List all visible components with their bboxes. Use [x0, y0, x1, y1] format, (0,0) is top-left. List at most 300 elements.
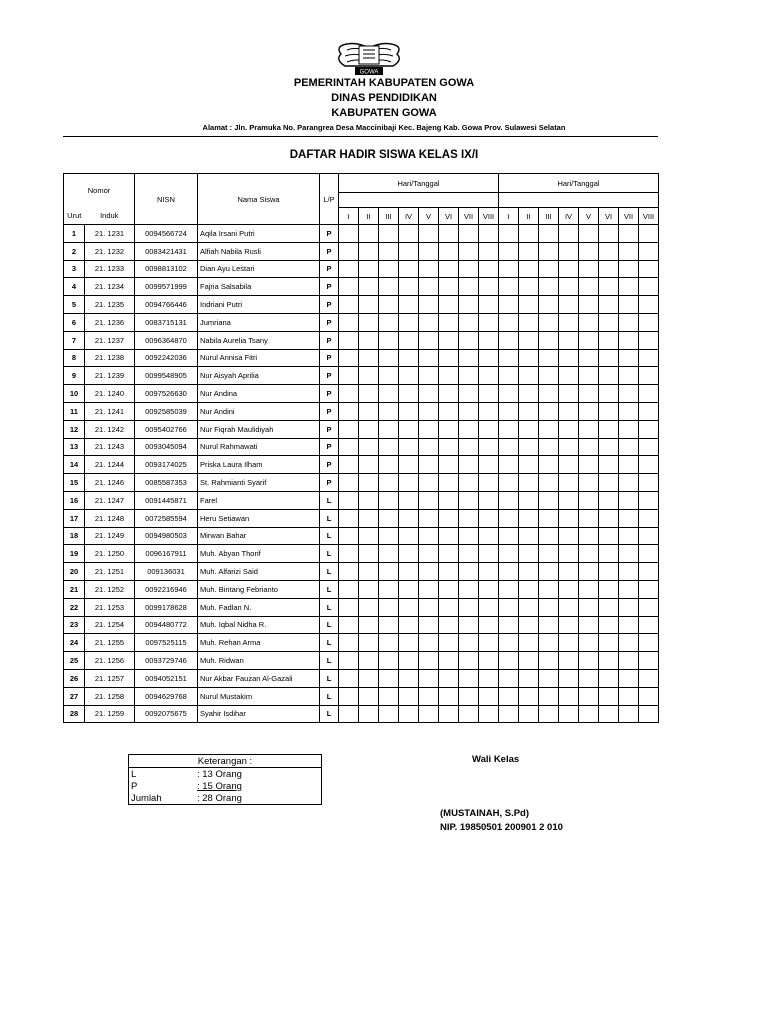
- attendance-cell[interactable]: [559, 669, 579, 687]
- attendance-cell[interactable]: [599, 242, 619, 260]
- attendance-cell[interactable]: [539, 652, 559, 670]
- attendance-cell[interactable]: [539, 438, 559, 456]
- attendance-cell[interactable]: [579, 278, 599, 296]
- attendance-cell[interactable]: [599, 331, 619, 349]
- attendance-cell[interactable]: [399, 563, 419, 581]
- attendance-cell[interactable]: [399, 616, 419, 634]
- attendance-cell[interactable]: [519, 580, 539, 598]
- attendance-cell[interactable]: [339, 563, 359, 581]
- attendance-cell[interactable]: [419, 598, 439, 616]
- attendance-cell[interactable]: [539, 580, 559, 598]
- attendance-cell[interactable]: [379, 296, 399, 314]
- attendance-cell[interactable]: [559, 420, 579, 438]
- attendance-cell[interactable]: [599, 705, 619, 723]
- attendance-cell[interactable]: [339, 509, 359, 527]
- attendance-cell[interactable]: [399, 509, 419, 527]
- attendance-cell[interactable]: [579, 705, 599, 723]
- attendance-cell[interactable]: [619, 491, 639, 509]
- attendance-cell[interactable]: [359, 705, 379, 723]
- attendance-cell[interactable]: [639, 474, 659, 492]
- attendance-cell[interactable]: [399, 652, 419, 670]
- attendance-cell[interactable]: [639, 545, 659, 563]
- attendance-cell[interactable]: [419, 563, 439, 581]
- attendance-cell[interactable]: [459, 438, 479, 456]
- attendance-cell[interactable]: [519, 705, 539, 723]
- attendance-cell[interactable]: [399, 260, 419, 278]
- attendance-cell[interactable]: [399, 420, 419, 438]
- attendance-cell[interactable]: [579, 331, 599, 349]
- attendance-cell[interactable]: [519, 313, 539, 331]
- attendance-cell[interactable]: [419, 349, 439, 367]
- attendance-cell[interactable]: [439, 456, 459, 474]
- attendance-cell[interactable]: [419, 616, 439, 634]
- attendance-cell[interactable]: [579, 260, 599, 278]
- attendance-cell[interactable]: [559, 527, 579, 545]
- attendance-cell[interactable]: [639, 616, 659, 634]
- attendance-cell[interactable]: [619, 385, 639, 403]
- attendance-cell[interactable]: [479, 349, 499, 367]
- attendance-cell[interactable]: [479, 527, 499, 545]
- attendance-cell[interactable]: [559, 616, 579, 634]
- attendance-cell[interactable]: [359, 687, 379, 705]
- attendance-cell[interactable]: [559, 474, 579, 492]
- attendance-cell[interactable]: [439, 313, 459, 331]
- attendance-cell[interactable]: [559, 260, 579, 278]
- attendance-cell[interactable]: [599, 634, 619, 652]
- attendance-cell[interactable]: [359, 296, 379, 314]
- attendance-cell[interactable]: [579, 563, 599, 581]
- attendance-cell[interactable]: [339, 402, 359, 420]
- attendance-cell[interactable]: [559, 456, 579, 474]
- attendance-cell[interactable]: [439, 491, 459, 509]
- attendance-cell[interactable]: [379, 349, 399, 367]
- attendance-cell[interactable]: [359, 367, 379, 385]
- attendance-cell[interactable]: [439, 438, 459, 456]
- attendance-cell[interactable]: [579, 242, 599, 260]
- attendance-cell[interactable]: [399, 438, 419, 456]
- attendance-cell[interactable]: [539, 669, 559, 687]
- attendance-cell[interactable]: [459, 367, 479, 385]
- attendance-cell[interactable]: [399, 313, 419, 331]
- attendance-cell[interactable]: [379, 509, 399, 527]
- attendance-cell[interactable]: [419, 652, 439, 670]
- attendance-cell[interactable]: [539, 349, 559, 367]
- attendance-cell[interactable]: [359, 527, 379, 545]
- attendance-cell[interactable]: [399, 687, 419, 705]
- attendance-cell[interactable]: [519, 260, 539, 278]
- attendance-cell[interactable]: [399, 331, 419, 349]
- attendance-cell[interactable]: [519, 616, 539, 634]
- attendance-cell[interactable]: [359, 634, 379, 652]
- attendance-cell[interactable]: [639, 580, 659, 598]
- attendance-cell[interactable]: [479, 598, 499, 616]
- attendance-cell[interactable]: [519, 438, 539, 456]
- attendance-cell[interactable]: [419, 509, 439, 527]
- attendance-cell[interactable]: [419, 331, 439, 349]
- attendance-cell[interactable]: [619, 687, 639, 705]
- attendance-cell[interactable]: [539, 491, 559, 509]
- attendance-cell[interactable]: [619, 225, 639, 243]
- attendance-cell[interactable]: [619, 296, 639, 314]
- attendance-cell[interactable]: [559, 367, 579, 385]
- attendance-cell[interactable]: [459, 634, 479, 652]
- attendance-cell[interactable]: [399, 225, 419, 243]
- attendance-cell[interactable]: [619, 474, 639, 492]
- attendance-cell[interactable]: [579, 687, 599, 705]
- attendance-cell[interactable]: [499, 598, 519, 616]
- attendance-cell[interactable]: [419, 687, 439, 705]
- attendance-cell[interactable]: [359, 278, 379, 296]
- attendance-cell[interactable]: [579, 616, 599, 634]
- attendance-cell[interactable]: [519, 563, 539, 581]
- attendance-cell[interactable]: [439, 474, 459, 492]
- attendance-cell[interactable]: [399, 669, 419, 687]
- attendance-cell[interactable]: [379, 634, 399, 652]
- attendance-cell[interactable]: [579, 652, 599, 670]
- attendance-cell[interactable]: [499, 420, 519, 438]
- attendance-cell[interactable]: [439, 669, 459, 687]
- attendance-cell[interactable]: [559, 278, 579, 296]
- attendance-cell[interactable]: [399, 402, 419, 420]
- attendance-cell[interactable]: [359, 669, 379, 687]
- attendance-cell[interactable]: [339, 242, 359, 260]
- attendance-cell[interactable]: [339, 669, 359, 687]
- attendance-cell[interactable]: [479, 331, 499, 349]
- attendance-cell[interactable]: [439, 242, 459, 260]
- attendance-cell[interactable]: [499, 705, 519, 723]
- attendance-cell[interactable]: [639, 296, 659, 314]
- attendance-cell[interactable]: [399, 456, 419, 474]
- attendance-cell[interactable]: [519, 242, 539, 260]
- attendance-cell[interactable]: [379, 385, 399, 403]
- attendance-cell[interactable]: [499, 313, 519, 331]
- attendance-cell[interactable]: [519, 385, 539, 403]
- attendance-cell[interactable]: [339, 438, 359, 456]
- attendance-cell[interactable]: [559, 331, 579, 349]
- attendance-cell[interactable]: [499, 242, 519, 260]
- attendance-cell[interactable]: [379, 402, 399, 420]
- attendance-cell[interactable]: [339, 705, 359, 723]
- attendance-cell[interactable]: [459, 278, 479, 296]
- attendance-cell[interactable]: [539, 705, 559, 723]
- attendance-cell[interactable]: [619, 580, 639, 598]
- attendance-cell[interactable]: [399, 296, 419, 314]
- attendance-cell[interactable]: [539, 260, 559, 278]
- attendance-cell[interactable]: [619, 420, 639, 438]
- attendance-cell[interactable]: [499, 509, 519, 527]
- attendance-cell[interactable]: [579, 598, 599, 616]
- attendance-cell[interactable]: [519, 527, 539, 545]
- attendance-cell[interactable]: [639, 313, 659, 331]
- attendance-cell[interactable]: [519, 687, 539, 705]
- attendance-cell[interactable]: [619, 349, 639, 367]
- attendance-cell[interactable]: [479, 456, 499, 474]
- attendance-cell[interactable]: [599, 474, 619, 492]
- attendance-cell[interactable]: [399, 385, 419, 403]
- attendance-cell[interactable]: [499, 349, 519, 367]
- attendance-cell[interactable]: [579, 367, 599, 385]
- attendance-cell[interactable]: [559, 509, 579, 527]
- attendance-cell[interactable]: [479, 385, 499, 403]
- attendance-cell[interactable]: [579, 527, 599, 545]
- attendance-cell[interactable]: [339, 474, 359, 492]
- attendance-cell[interactable]: [459, 402, 479, 420]
- attendance-cell[interactable]: [439, 225, 459, 243]
- attendance-cell[interactable]: [639, 491, 659, 509]
- attendance-cell[interactable]: [459, 260, 479, 278]
- attendance-cell[interactable]: [639, 634, 659, 652]
- attendance-cell[interactable]: [599, 385, 619, 403]
- attendance-cell[interactable]: [379, 616, 399, 634]
- attendance-cell[interactable]: [579, 296, 599, 314]
- attendance-cell[interactable]: [379, 225, 399, 243]
- attendance-cell[interactable]: [339, 598, 359, 616]
- attendance-cell[interactable]: [399, 705, 419, 723]
- attendance-cell[interactable]: [599, 652, 619, 670]
- attendance-cell[interactable]: [499, 225, 519, 243]
- attendance-cell[interactable]: [599, 278, 619, 296]
- attendance-cell[interactable]: [559, 438, 579, 456]
- attendance-cell[interactable]: [419, 634, 439, 652]
- attendance-cell[interactable]: [639, 278, 659, 296]
- attendance-cell[interactable]: [519, 545, 539, 563]
- attendance-cell[interactable]: [599, 491, 619, 509]
- attendance-cell[interactable]: [479, 563, 499, 581]
- attendance-cell[interactable]: [439, 687, 459, 705]
- attendance-cell[interactable]: [639, 669, 659, 687]
- attendance-cell[interactable]: [579, 420, 599, 438]
- attendance-cell[interactable]: [459, 616, 479, 634]
- attendance-cell[interactable]: [459, 563, 479, 581]
- attendance-cell[interactable]: [599, 598, 619, 616]
- attendance-cell[interactable]: [479, 296, 499, 314]
- attendance-cell[interactable]: [619, 367, 639, 385]
- attendance-cell[interactable]: [419, 260, 439, 278]
- attendance-cell[interactable]: [499, 438, 519, 456]
- attendance-cell[interactable]: [359, 652, 379, 670]
- attendance-cell[interactable]: [379, 687, 399, 705]
- attendance-cell[interactable]: [459, 652, 479, 670]
- attendance-cell[interactable]: [359, 509, 379, 527]
- attendance-cell[interactable]: [339, 616, 359, 634]
- attendance-cell[interactable]: [359, 456, 379, 474]
- attendance-cell[interactable]: [499, 545, 519, 563]
- attendance-cell[interactable]: [479, 687, 499, 705]
- attendance-cell[interactable]: [479, 634, 499, 652]
- attendance-cell[interactable]: [479, 438, 499, 456]
- attendance-cell[interactable]: [439, 598, 459, 616]
- attendance-cell[interactable]: [419, 705, 439, 723]
- attendance-cell[interactable]: [479, 313, 499, 331]
- attendance-cell[interactable]: [559, 385, 579, 403]
- attendance-cell[interactable]: [399, 242, 419, 260]
- attendance-cell[interactable]: [379, 474, 399, 492]
- attendance-cell[interactable]: [579, 474, 599, 492]
- attendance-cell[interactable]: [399, 580, 419, 598]
- attendance-cell[interactable]: [379, 669, 399, 687]
- attendance-cell[interactable]: [519, 509, 539, 527]
- attendance-cell[interactable]: [599, 527, 619, 545]
- attendance-cell[interactable]: [419, 385, 439, 403]
- attendance-cell[interactable]: [339, 225, 359, 243]
- attendance-cell[interactable]: [539, 313, 559, 331]
- attendance-cell[interactable]: [519, 402, 539, 420]
- attendance-cell[interactable]: [579, 225, 599, 243]
- attendance-cell[interactable]: [599, 296, 619, 314]
- attendance-cell[interactable]: [419, 545, 439, 563]
- attendance-cell[interactable]: [519, 652, 539, 670]
- attendance-cell[interactable]: [619, 509, 639, 527]
- attendance-cell[interactable]: [519, 634, 539, 652]
- attendance-cell[interactable]: [459, 580, 479, 598]
- attendance-cell[interactable]: [339, 634, 359, 652]
- attendance-cell[interactable]: [639, 225, 659, 243]
- attendance-cell[interactable]: [479, 420, 499, 438]
- attendance-cell[interactable]: [539, 242, 559, 260]
- attendance-cell[interactable]: [479, 242, 499, 260]
- attendance-cell[interactable]: [499, 652, 519, 670]
- attendance-cell[interactable]: [599, 687, 619, 705]
- attendance-cell[interactable]: [399, 634, 419, 652]
- attendance-cell[interactable]: [379, 705, 399, 723]
- attendance-cell[interactable]: [619, 456, 639, 474]
- attendance-cell[interactable]: [439, 545, 459, 563]
- attendance-cell[interactable]: [459, 385, 479, 403]
- attendance-cell[interactable]: [559, 491, 579, 509]
- attendance-cell[interactable]: [619, 278, 639, 296]
- attendance-cell[interactable]: [379, 278, 399, 296]
- attendance-cell[interactable]: [359, 385, 379, 403]
- attendance-cell[interactable]: [399, 367, 419, 385]
- attendance-cell[interactable]: [479, 545, 499, 563]
- attendance-cell[interactable]: [439, 331, 459, 349]
- attendance-cell[interactable]: [499, 687, 519, 705]
- attendance-cell[interactable]: [359, 260, 379, 278]
- attendance-cell[interactable]: [559, 242, 579, 260]
- attendance-cell[interactable]: [619, 313, 639, 331]
- attendance-cell[interactable]: [619, 331, 639, 349]
- attendance-cell[interactable]: [599, 616, 619, 634]
- attendance-cell[interactable]: [439, 616, 459, 634]
- attendance-cell[interactable]: [479, 260, 499, 278]
- attendance-cell[interactable]: [439, 527, 459, 545]
- attendance-cell[interactable]: [499, 385, 519, 403]
- attendance-cell[interactable]: [359, 616, 379, 634]
- attendance-cell[interactable]: [479, 580, 499, 598]
- attendance-cell[interactable]: [559, 545, 579, 563]
- attendance-cell[interactable]: [419, 278, 439, 296]
- attendance-cell[interactable]: [379, 545, 399, 563]
- attendance-cell[interactable]: [339, 420, 359, 438]
- attendance-cell[interactable]: [459, 509, 479, 527]
- attendance-cell[interactable]: [559, 402, 579, 420]
- attendance-cell[interactable]: [439, 278, 459, 296]
- attendance-cell[interactable]: [379, 652, 399, 670]
- attendance-cell[interactable]: [479, 474, 499, 492]
- attendance-cell[interactable]: [539, 225, 559, 243]
- attendance-cell[interactable]: [379, 331, 399, 349]
- attendance-cell[interactable]: [439, 420, 459, 438]
- attendance-cell[interactable]: [339, 367, 359, 385]
- attendance-cell[interactable]: [599, 456, 619, 474]
- attendance-cell[interactable]: [479, 225, 499, 243]
- attendance-cell[interactable]: [359, 420, 379, 438]
- attendance-cell[interactable]: [619, 616, 639, 634]
- attendance-cell[interactable]: [459, 545, 479, 563]
- attendance-cell[interactable]: [519, 474, 539, 492]
- attendance-cell[interactable]: [459, 296, 479, 314]
- attendance-cell[interactable]: [439, 580, 459, 598]
- attendance-cell[interactable]: [599, 260, 619, 278]
- attendance-cell[interactable]: [519, 491, 539, 509]
- attendance-cell[interactable]: [439, 385, 459, 403]
- attendance-cell[interactable]: [579, 456, 599, 474]
- attendance-cell[interactable]: [539, 402, 559, 420]
- attendance-cell[interactable]: [539, 278, 559, 296]
- attendance-cell[interactable]: [619, 705, 639, 723]
- attendance-cell[interactable]: [399, 491, 419, 509]
- attendance-cell[interactable]: [539, 331, 559, 349]
- attendance-cell[interactable]: [339, 313, 359, 331]
- attendance-cell[interactable]: [499, 278, 519, 296]
- attendance-cell[interactable]: [339, 385, 359, 403]
- attendance-cell[interactable]: [619, 598, 639, 616]
- attendance-cell[interactable]: [539, 563, 559, 581]
- attendance-cell[interactable]: [459, 420, 479, 438]
- attendance-cell[interactable]: [519, 456, 539, 474]
- attendance-cell[interactable]: [599, 509, 619, 527]
- attendance-cell[interactable]: [379, 491, 399, 509]
- attendance-cell[interactable]: [519, 349, 539, 367]
- attendance-cell[interactable]: [559, 313, 579, 331]
- attendance-cell[interactable]: [559, 225, 579, 243]
- attendance-cell[interactable]: [499, 296, 519, 314]
- attendance-cell[interactable]: [359, 580, 379, 598]
- attendance-cell[interactable]: [479, 616, 499, 634]
- attendance-cell[interactable]: [539, 634, 559, 652]
- attendance-cell[interactable]: [639, 420, 659, 438]
- attendance-cell[interactable]: [359, 402, 379, 420]
- attendance-cell[interactable]: [459, 598, 479, 616]
- attendance-cell[interactable]: [559, 652, 579, 670]
- attendance-cell[interactable]: [419, 367, 439, 385]
- attendance-cell[interactable]: [459, 349, 479, 367]
- attendance-cell[interactable]: [379, 527, 399, 545]
- attendance-cell[interactable]: [639, 705, 659, 723]
- attendance-cell[interactable]: [499, 527, 519, 545]
- attendance-cell[interactable]: [359, 563, 379, 581]
- attendance-cell[interactable]: [479, 509, 499, 527]
- attendance-cell[interactable]: [619, 402, 639, 420]
- attendance-cell[interactable]: [639, 687, 659, 705]
- attendance-cell[interactable]: [499, 491, 519, 509]
- attendance-cell[interactable]: [619, 242, 639, 260]
- attendance-cell[interactable]: [619, 545, 639, 563]
- attendance-cell[interactable]: [559, 349, 579, 367]
- attendance-cell[interactable]: [579, 509, 599, 527]
- attendance-cell[interactable]: [459, 474, 479, 492]
- attendance-cell[interactable]: [499, 669, 519, 687]
- attendance-cell[interactable]: [359, 349, 379, 367]
- attendance-cell[interactable]: [579, 385, 599, 403]
- attendance-cell[interactable]: [459, 687, 479, 705]
- attendance-cell[interactable]: [499, 616, 519, 634]
- attendance-cell[interactable]: [459, 242, 479, 260]
- attendance-cell[interactable]: [559, 687, 579, 705]
- attendance-cell[interactable]: [559, 598, 579, 616]
- attendance-cell[interactable]: [419, 225, 439, 243]
- attendance-cell[interactable]: [539, 456, 559, 474]
